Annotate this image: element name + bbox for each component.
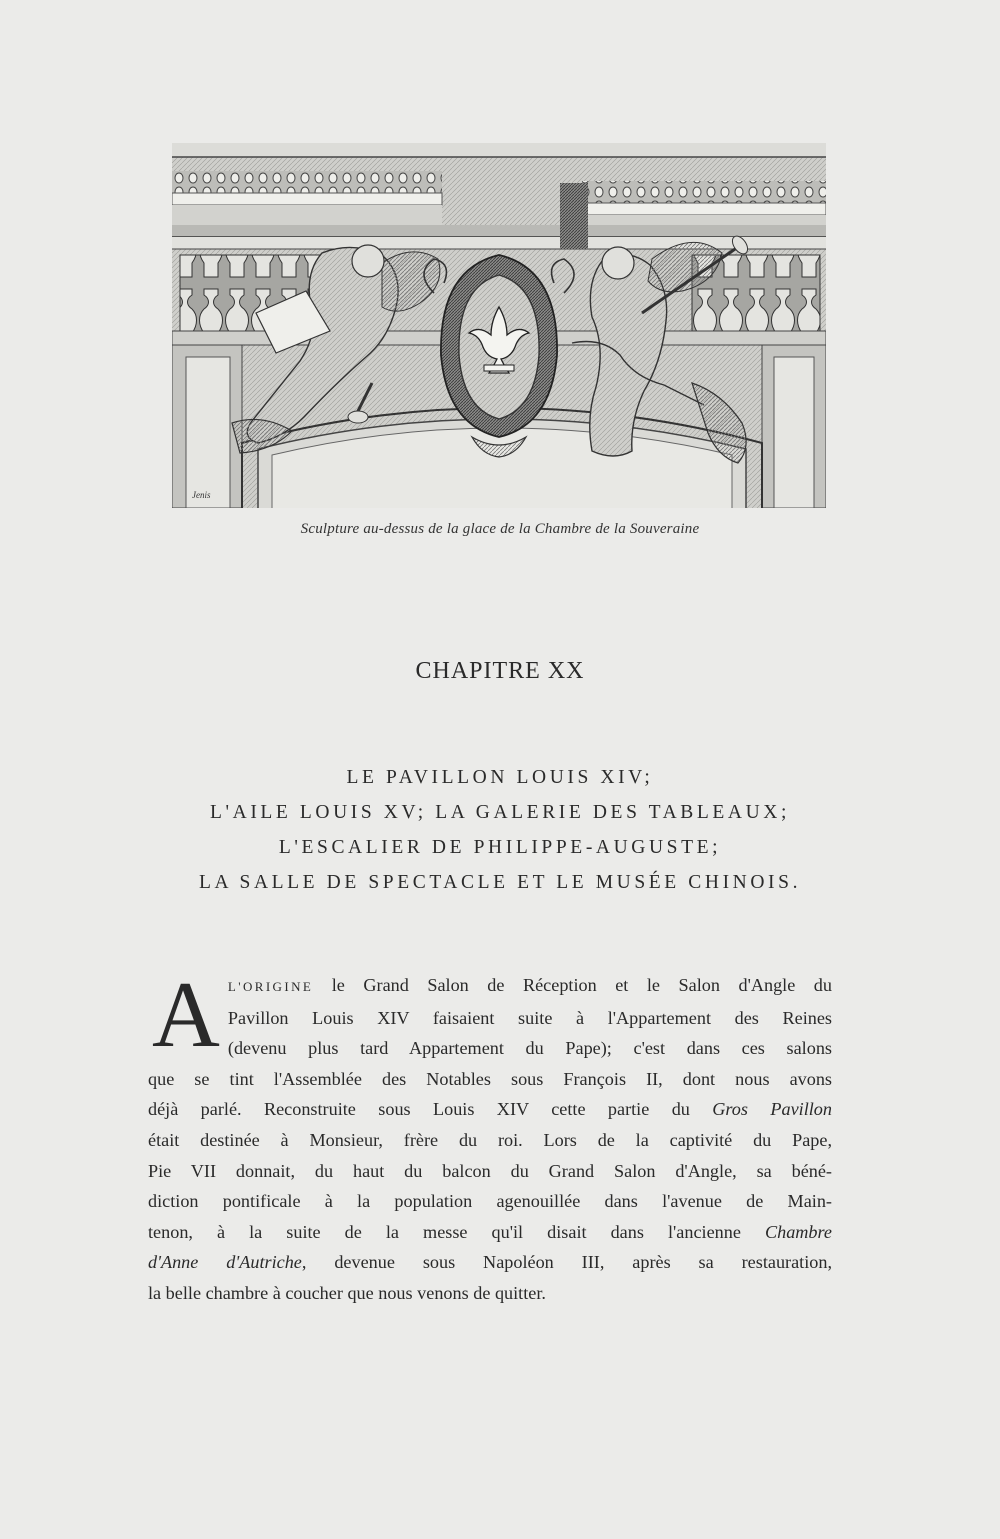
- body-line: la belle chambre à coucher que nous venons de quitter.: [148, 1282, 546, 1303]
- body-line: Pie VII donnait, du haut du balcon du Grand Salon d'Angle, sa béné-: [148, 1160, 832, 1181]
- drop-cap-letter: A: [152, 963, 220, 1067]
- engraving-illustration: [172, 143, 826, 508]
- body-line: (devenu plus tard Appartement du Pape); c'est dans ces salons: [227, 1038, 832, 1059]
- body-line: [148, 970, 832, 1003]
- chapter-title-line: LA SALLE DE SPECTACLE ET LE MUSÉE CHINOIS.: [198, 872, 802, 893]
- italic-term: d'Anne d'Autriche: [148, 1252, 302, 1273]
- body-text-run: tenon, à la suite de la messe qu'il disait dans l'ancienne: [148, 1221, 765, 1242]
- body-line: que se tint l'Assemblée des Notables sous François II, dont nous avons: [148, 1068, 832, 1089]
- sculpture-engraving-image: [172, 143, 826, 508]
- body-line: était destinée à Monsieur, frère du roi. Lors de la captivité du Pape,: [148, 1129, 832, 1150]
- chapter-title: [0, 760, 1000, 900]
- body-text-run: déjà parlé. Reconstruite sous Louis XIV cette partie du: [148, 1099, 713, 1120]
- body-line: diction pontificale à la population agenouillée dans l'avenue de Main-: [148, 1191, 832, 1212]
- engraver-signature: Jenis: [192, 490, 211, 500]
- chapter-title-line: L'ESCALIER DE PHILIPPE-AUGUSTE;: [278, 837, 722, 858]
- chapter-title-line: L'AILE LOUIS XV; LA GALERIE DES TABLEAUX;: [210, 802, 790, 823]
- body-text-run: , devenue sous Napoléon III, après sa restauration,: [301, 1252, 833, 1273]
- body-line: [148, 1247, 832, 1278]
- lead-in-small-caps: L'ORIGINE: [227, 979, 314, 994]
- italic-term: Chambre: [764, 1221, 832, 1242]
- body-text-run: le Grand Salon de Réception et le Salon d'Angle du: [313, 975, 832, 995]
- chapter-body-paragraph: [148, 963, 833, 1309]
- body-line: Pavillon Louis XIV faisaient suite à l'Appartement des Reines: [227, 1007, 832, 1028]
- chapter-number: CHAPITRE XX: [415, 658, 585, 684]
- italic-term: Gros Pavillon: [712, 1099, 832, 1120]
- chapter-title-line: LE PAVILLON LOUIS XIV;: [346, 767, 654, 788]
- body-line: [148, 1217, 832, 1248]
- figure-caption: Sculpture au-dessus de la glace de la Chambre de la Souveraine: [300, 521, 700, 537]
- body-line: [148, 1094, 832, 1125]
